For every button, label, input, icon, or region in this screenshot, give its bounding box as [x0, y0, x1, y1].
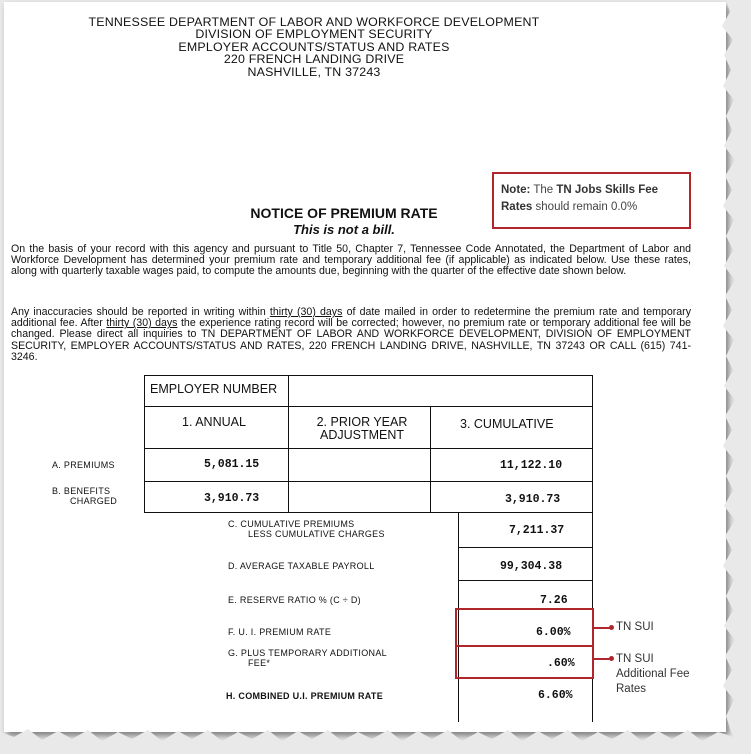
- address-city: NASHVILLE, TN 37243: [247, 65, 381, 79]
- tn-sui-label: TN SUI: [616, 621, 654, 633]
- row-benefits-cumulative: 3,910.73: [505, 493, 561, 506]
- col-annual: 1. ANNUAL: [182, 415, 246, 429]
- row-g-value: .60%: [547, 657, 575, 670]
- row-premiums-label: A. PREMIUMS: [52, 460, 115, 470]
- sui-fee-highlight: [455, 645, 594, 679]
- sui-rate-dot: [609, 625, 614, 630]
- row-f-label: F. U. I. PREMIUM RATE: [228, 627, 332, 637]
- paragraph-inaccuracies: Any inaccuracies should be reported in writing within thirty (30) days of date mailed in order to redetermine the premium rate and temporary additional fee. After thirty (30) days the experience rating record will be corrected; however, no premium rate or temporary additional fee will be changed. Please direct all inquiries to TN DEPARTMENT OF LABOR AND WORKFORCE DEVELOPMENT, DIVISION OF EMPLOYMENT SECURITY, EMPLOYER ACCOUNTS/STATUS AND RATES, 220 FRENCH LANDING DRIVE, NASHVILLE, TN 37243 OR CALL (615) 741-3246.: [11, 306, 691, 363]
- notice-title: NOTICE OF PREMIUM RATE: [250, 205, 438, 221]
- row-premiums-cumulative: 11,122.10: [500, 459, 563, 472]
- row-e-value: 7.26: [540, 594, 568, 607]
- col-cumulative: 3. CUMULATIVE: [460, 417, 554, 431]
- notice-subtitle: This is not a bill.: [293, 222, 395, 237]
- row-d-value: 99,304.38: [500, 560, 563, 573]
- row-g-label: G. PLUS TEMPORARY ADDITIONAL FEE*: [228, 648, 387, 668]
- row-benefits-label: B. BENEFITS CHARGED: [52, 486, 118, 506]
- row-h-label: H. COMBINED U.I. PREMIUM RATE: [226, 691, 384, 701]
- row-c-label: C. CUMULATIVE PREMIUMS LESS CUMULATIVE CHARGES: [228, 519, 385, 539]
- sui-rate-highlight: [455, 608, 594, 647]
- division-name: DIVISION OF EMPLOYMENT SECURITY: [195, 27, 433, 41]
- address-street: 220 FRENCH LANDING DRIVE: [223, 52, 405, 66]
- row-d-label: D. AVERAGE TAXABLE PAYROLL: [228, 561, 375, 571]
- tn-sui-fee-label: TN SUI Additional Fee Rates: [616, 653, 690, 695]
- section-name: EMPLOYER ACCOUNTS/STATUS AND RATES: [178, 40, 450, 54]
- row-h-value: 6.60%: [538, 689, 573, 702]
- note-text: The: [530, 184, 557, 196]
- note-bold: TN Jobs Skills Fee Rates: [501, 184, 659, 213]
- row-benefits-annual: 3,910.73: [204, 492, 260, 505]
- agency-name: TENNESSEE DEPARTMENT OF LABOR AND WORKFORCE DEVELOPMENT: [88, 15, 540, 29]
- note-callout: [492, 172, 691, 229]
- row-c-value: 7,211.37: [509, 524, 565, 537]
- paragraph-basis: On the basis of your record with this agency and pursuant to Title 50, Chapter 7, Tennessee Code Annotated, the Department of Labor and Workforce Development has determined your premium rate and temporary additional fee (if applicable) as indicated below. Use these rates, along with quarterly taxable wages paid, to compute the amounts due, beginning with the quarter of the effective date shown below.: [11, 243, 691, 278]
- note-suffix: should remain 0.0%: [532, 201, 638, 213]
- row-premiums-annual: 5,081.15: [204, 458, 260, 471]
- employer-number-label: EMPLOYER NUMBER: [150, 382, 278, 396]
- row-e-label: E. RESERVE RATIO % (C ÷ D): [228, 595, 361, 605]
- sui-fee-dot: [609, 656, 614, 661]
- note-prefix: Note:: [501, 184, 531, 196]
- col-prior-year: 2. PRIOR YEAR ADJUSTMENT: [316, 415, 408, 442]
- document-page: [4, 2, 726, 732]
- row-f-value: 6.00%: [536, 626, 571, 639]
